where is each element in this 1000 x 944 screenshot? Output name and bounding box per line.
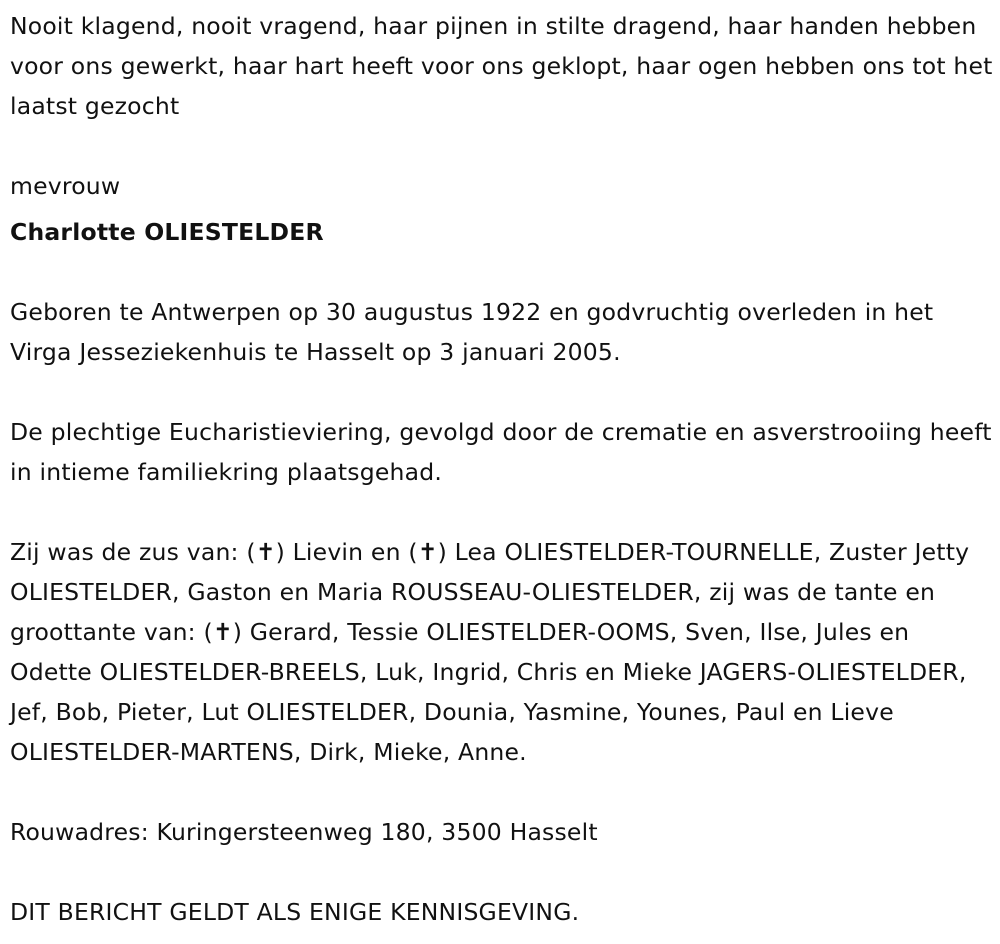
closing-statement: DIT BERICHT GELDT ALS ENIGE KENNISGEVING. (10, 898, 580, 926)
mourning-address: Rouwadres: Kuringersteenweg 180, 3500 Hasselt (10, 818, 598, 846)
opening-verse: Nooit klagend, nooit vragend, haar pijnen in stilte dragend, haar handen hebben voor ons gewerkt, haar hart heeft voor ons geklopt, haar ogen hebben ons tot het laatst gezocht (10, 12, 993, 120)
family-list: Zij was de zus van: (✝) Lievin en (✝) Lea OLIESTELDER-TOURNELLE, Zuster Jetty OLIESTELDER, Gaston en Maria ROUSSEAU-OLIESTELDER, zij was de tante en groottante van: (✝) Gerard, Tessie OLIESTELDER-OOMS, Sven, Ilse, Jules en Odette OLIESTELDER-BREELS, Luk, Ingrid, Chris en Mieke JAGERS-OLIESTELDER, Jef, Bob, Pieter, Lut OLIESTELDER, Dounia, Yasmine, Younes, Paul en Lieve OLIESTELDER-MARTENS, Dirk, Mieke, Anne. (10, 538, 970, 766)
birth-death-details: Geboren te Antwerpen op 30 augustus 1922 en godvruchtig overleden in het Virga Jesseziekenhuis te Hasselt op 3 januari 2005. (10, 298, 934, 366)
death-notice (10, 6, 995, 932)
honorific-title: mevrouw (10, 172, 121, 200)
ceremony-details: De plechtige Eucharistieviering, gevolgd door de crematie en asverstrooiing heeft in intieme familiekring plaatsgehad. (10, 418, 992, 486)
deceased-name: Charlotte OLIESTELDER (10, 218, 324, 246)
